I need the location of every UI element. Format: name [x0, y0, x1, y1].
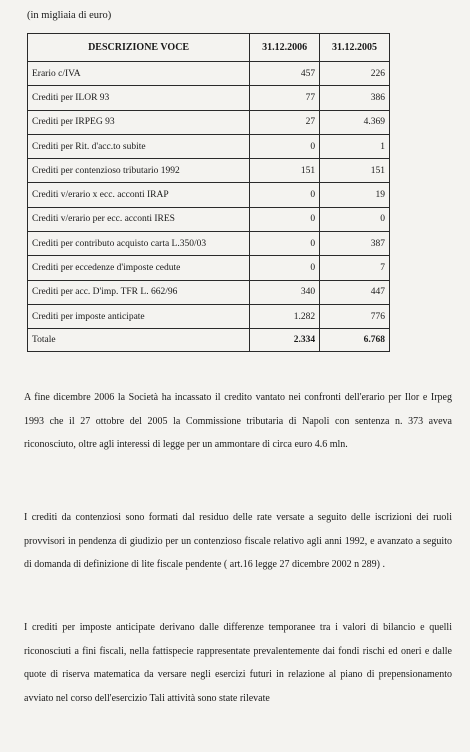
- row-value-2005: 226: [320, 62, 390, 86]
- table-row: [28, 207, 390, 231]
- row-value-2005: 776: [320, 304, 390, 328]
- row-label: Crediti per imposte anticipate: [28, 304, 250, 328]
- table-row: [28, 183, 390, 207]
- header-2005: 31.12.2005: [320, 34, 390, 62]
- table-row: [28, 86, 390, 110]
- row-value-2005: 19: [320, 183, 390, 207]
- row-label: Crediti per contributo acquisto carta L.350/03: [28, 232, 250, 256]
- table-row: [28, 110, 390, 134]
- row-value-2006: 77: [250, 86, 320, 110]
- paragraph-collection-note: A fine dicembre 2006 la Società ha incassato il credito vantato nei confronti dell'erario per Ilor e Irpeg 1993 che il 27 ottobre del 2005 la Commissione tributaria di Napoli con sentenza n. 373 aveva riconosciuto, oltre agli interessi di legge per un ammontare di circa euro 4.6 mln.: [24, 392, 452, 450]
- table-row: [28, 159, 390, 183]
- table-total-row: [28, 329, 390, 352]
- row-value-2005: 151: [320, 159, 390, 183]
- row-value-2005: 386: [320, 86, 390, 110]
- row-value-2005: 387: [320, 232, 390, 256]
- row-value-2005: 4.369: [320, 110, 390, 134]
- total-label: Totale: [28, 329, 250, 352]
- paragraph-litigation-credits: I crediti da contenziosi sono formati dal residuo delle rate versate a seguito delle iscrizioni dei ruoli provvisori in pendenza di giudizio per un contenzioso fiscale relativo agli anni 1992, e avanzato a seguito di domanda di definizione di lite fiscale pendente ( art.16 legge 27 dicembre 2002 n 289) .: [24, 512, 452, 570]
- row-value-2006: 0: [250, 232, 320, 256]
- header-description: DESCRIZIONE VOCE: [28, 34, 250, 62]
- row-label: Crediti per contenzioso tributario 1992: [28, 159, 250, 183]
- paragraph-prepaid-taxes: I crediti per imposte anticipate derivano dalle differenze temporanee tra i valori di bilancio e quelli riconosciuti a fini fiscali, nella fattispecie rappresentate prevalentemente dai fondi rischi ed oneri e dalle quote di riserva matematica da versare negli esercizi futuri in relazione al piano di prepensionamento avviato nel corso dell'esercizio Tali attività sono state rilevate: [24, 622, 452, 704]
- header-2006: 31.12.2006: [250, 34, 320, 62]
- total-value-2005: 6.768: [320, 329, 390, 352]
- table-row: [28, 232, 390, 256]
- row-label: Erario c/IVA: [28, 62, 250, 86]
- total-value-2006: 2.334: [250, 329, 320, 352]
- row-value-2006: 0: [250, 256, 320, 280]
- row-value-2006: 0: [250, 183, 320, 207]
- row-value-2005: 0: [320, 207, 390, 231]
- table-row: [28, 134, 390, 158]
- row-value-2006: 340: [250, 280, 320, 304]
- row-label: Crediti per acc. D'imp. TFR L. 662/96: [28, 280, 250, 304]
- row-value-2005: 447: [320, 280, 390, 304]
- row-value-2006: 457: [250, 62, 320, 86]
- row-label: Crediti v/erario x ecc. acconti IRAP: [28, 183, 250, 207]
- credits-table: [27, 33, 390, 352]
- table-header-row: [28, 34, 390, 62]
- row-value-2006: 151: [250, 159, 320, 183]
- row-label: Crediti per eccedenze d'imposte cedute: [28, 256, 250, 280]
- row-value-2006: 1.282: [250, 304, 320, 328]
- row-value-2006: 0: [250, 134, 320, 158]
- row-value-2006: 0: [250, 207, 320, 231]
- table-row: [28, 256, 390, 280]
- table-row: [28, 62, 390, 86]
- table-row: [28, 304, 390, 328]
- row-value-2005: 7: [320, 256, 390, 280]
- table-row: [28, 280, 390, 304]
- row-value-2005: 1: [320, 134, 390, 158]
- row-label: Crediti per IRPEG 93: [28, 110, 250, 134]
- unit-note: (in migliaia di euro): [27, 10, 112, 21]
- row-label: Crediti per Rit. d'acc.to subite: [28, 134, 250, 158]
- row-value-2006: 27: [250, 110, 320, 134]
- row-label: Crediti per ILOR 93: [28, 86, 250, 110]
- row-label: Crediti v/erario per ecc. acconti IRES: [28, 207, 250, 231]
